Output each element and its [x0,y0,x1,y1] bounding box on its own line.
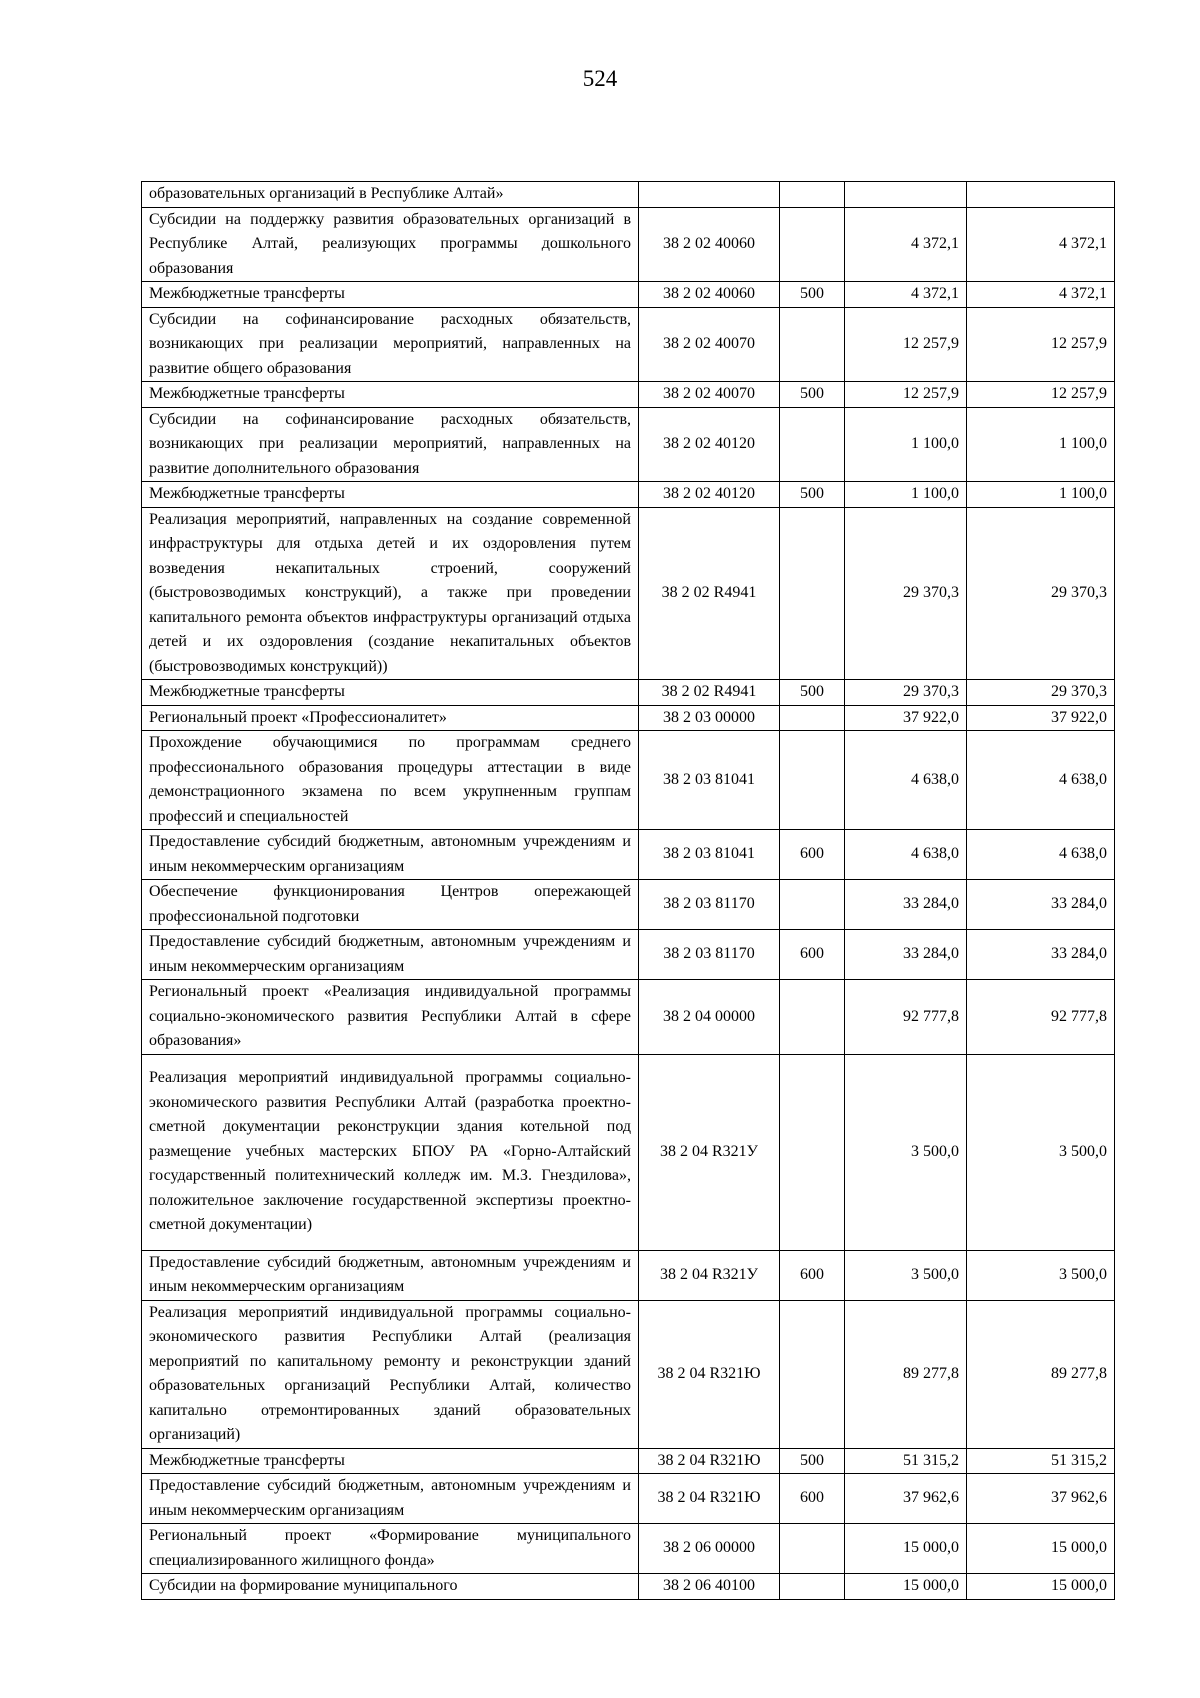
row-name: Реализация мероприятий, направленных на создание современной инфраструктуры для отдыха детей и их оздоровления путем возведения некапитальных строений, сооружений (быстровозводимых конструкций), а также при проведении капитального ремонта объектов инфраструктуры организаций отдыха детей и их оздоровления (создание некапитальных объектов (быстровозводимых конструкций)) [142,507,639,680]
row-expense-type [780,307,845,382]
row-amount-1: 92 777,8 [845,980,967,1055]
row-name: Региональный проект «Формирование муниципального специализированного жилищного фонда» [142,1524,639,1574]
budget-table [141,181,1115,1600]
row-name: Предоставление субсидий бюджетным, автономным учреждениям и иным некоммерческим организациям [142,830,639,880]
row-code: 38 2 02 R4941 [639,507,780,680]
row-expense-type [780,1574,845,1600]
row-code: 38 2 02 40120 [639,407,780,482]
row-code: 38 2 02 R4941 [639,680,780,706]
row-expense-type: 600 [780,830,845,880]
table-row [142,930,1115,980]
row-code: 38 2 03 81041 [639,731,780,830]
row-name: Субсидии на поддержку развития образовательных организаций в Республике Алтай, реализующих программы дошкольного образования [142,207,639,282]
row-amount-1 [845,182,967,208]
table-row [142,680,1115,706]
row-amount-2: 4 372,1 [967,282,1115,308]
row-code: 38 2 04 00000 [639,980,780,1055]
row-code: 38 2 03 81170 [639,880,780,930]
row-name: Межбюджетные трансферты [142,680,639,706]
row-name: Региональный проект «Профессионалитет» [142,705,639,731]
row-expense-type [780,731,845,830]
row-name: Прохождение обучающимися по программам среднего профессионального образования процедуры аттестации в виде демонстрационного экзамена по всем укрупненным группам профессий и специальностей [142,731,639,830]
row-name: образовательных организаций в Республике Алтай» [142,182,639,208]
row-amount-2: 4 638,0 [967,830,1115,880]
row-code: 38 2 04 R321Ю [639,1300,780,1448]
row-expense-type [780,880,845,930]
row-amount-2: 89 277,8 [967,1300,1115,1448]
table-row [142,1574,1115,1600]
row-code: 38 2 02 40120 [639,482,780,508]
row-name: Межбюджетные трансферты [142,482,639,508]
row-code: 38 2 04 R321У [639,1054,780,1250]
row-expense-type [780,980,845,1055]
row-name: Реализация мероприятий индивидуальной программы социально-экономического развития Республики Алтай (разработка проектно-сметной документации реконструкции здания котельной под размещение учебных мастерских БПОУ РА «Горно-Алтайский государственный политехнический колледж им. М.З. Гнездилова», положительное заключение государственной экспертизы проектно-сметной документации) [142,1054,639,1250]
row-amount-2: 29 370,3 [967,507,1115,680]
table-row [142,1524,1115,1574]
row-amount-2: 12 257,9 [967,382,1115,408]
row-amount-1: 33 284,0 [845,880,967,930]
row-code: 38 2 03 81041 [639,830,780,880]
row-amount-2: 15 000,0 [967,1574,1115,1600]
row-amount-1: 51 315,2 [845,1448,967,1474]
row-amount-1: 3 500,0 [845,1250,967,1300]
row-amount-1: 4 638,0 [845,830,967,880]
row-amount-2: 3 500,0 [967,1054,1115,1250]
row-name: Межбюджетные трансферты [142,1448,639,1474]
row-amount-2: 15 000,0 [967,1524,1115,1574]
row-expense-type: 500 [780,1448,845,1474]
row-name: Обеспечение функционирования Центров опережающей профессиональной подготовки [142,880,639,930]
row-amount-1: 12 257,9 [845,307,967,382]
row-amount-1: 15 000,0 [845,1574,967,1600]
row-expense-type [780,1524,845,1574]
row-amount-1: 29 370,3 [845,507,967,680]
row-amount-2: 37 922,0 [967,705,1115,731]
budget-table-body [142,182,1115,1600]
table-row [142,1250,1115,1300]
table-row [142,282,1115,308]
table-row [142,207,1115,282]
table-row [142,880,1115,930]
row-amount-1: 89 277,8 [845,1300,967,1448]
row-amount-2: 1 100,0 [967,482,1115,508]
table-row [142,307,1115,382]
row-amount-1: 12 257,9 [845,382,967,408]
row-expense-type: 600 [780,930,845,980]
table-row [142,830,1115,880]
row-expense-type [780,507,845,680]
row-amount-1: 33 284,0 [845,930,967,980]
row-name: Субсидии на софинансирование расходных обязательств, возникающих при реализации мероприятий, направленных на развитие общего образования [142,307,639,382]
table-row [142,731,1115,830]
row-name: Предоставление субсидий бюджетным, автономным учреждениям и иным некоммерческим организациям [142,930,639,980]
table-row [142,507,1115,680]
row-amount-2: 1 100,0 [967,407,1115,482]
row-code: 38 2 04 R321У [639,1250,780,1300]
row-code: 38 2 02 40060 [639,282,780,308]
table-row [142,482,1115,508]
row-expense-type [780,207,845,282]
row-amount-2: 29 370,3 [967,680,1115,706]
row-amount-2: 12 257,9 [967,307,1115,382]
row-amount-2: 33 284,0 [967,880,1115,930]
table-row [142,980,1115,1055]
row-name: Предоставление субсидий бюджетным, автономным учреждениям и иным некоммерческим организациям [142,1250,639,1300]
row-expense-type: 500 [780,282,845,308]
row-amount-2: 33 284,0 [967,930,1115,980]
row-amount-2: 51 315,2 [967,1448,1115,1474]
row-expense-type [780,182,845,208]
page-number: 524 [582,66,618,91]
row-amount-1: 37 962,6 [845,1474,967,1524]
row-amount-2: 3 500,0 [967,1250,1115,1300]
row-amount-2 [967,182,1115,208]
row-amount-1: 15 000,0 [845,1524,967,1574]
row-code: 38 2 06 40100 [639,1574,780,1600]
row-amount-1: 1 100,0 [845,407,967,482]
row-code: 38 2 02 40060 [639,207,780,282]
row-expense-type: 600 [780,1250,845,1300]
row-amount-1: 29 370,3 [845,680,967,706]
row-code: 38 2 02 40070 [639,382,780,408]
row-name: Межбюджетные трансферты [142,382,639,408]
row-code: 38 2 03 00000 [639,705,780,731]
row-amount-1: 4 372,1 [845,207,967,282]
row-expense-type [780,1300,845,1448]
table-row [142,1448,1115,1474]
row-amount-2: 37 962,6 [967,1474,1115,1524]
table-row [142,1474,1115,1524]
row-code: 38 2 02 40070 [639,307,780,382]
row-name: Межбюджетные трансферты [142,282,639,308]
row-expense-type [780,407,845,482]
row-code: 38 2 04 R321Ю [639,1448,780,1474]
row-expense-type [780,705,845,731]
table-row [142,407,1115,482]
row-amount-2: 4 372,1 [967,207,1115,282]
row-name: Субсидии на софинансирование расходных обязательств, возникающих при реализации мероприятий, направленных на развитие дополнительного образования [142,407,639,482]
row-amount-1: 37 922,0 [845,705,967,731]
row-expense-type: 500 [780,482,845,508]
table-row [142,182,1115,208]
row-amount-1: 3 500,0 [845,1054,967,1250]
row-amount-1: 4 372,1 [845,282,967,308]
row-code [639,182,780,208]
row-name: Реализация мероприятий индивидуальной программы социально-экономического развития Республики Алтай (реализация мероприятий по капитальному ремонту и реконструкции зданий образовательных организаций Республики Алтай, количество капитально отремонтированных зданий образовательных организаций) [142,1300,639,1448]
row-amount-1: 1 100,0 [845,482,967,508]
row-name: Субсидии на формирование муниципального [142,1574,639,1600]
row-code: 38 2 06 00000 [639,1524,780,1574]
row-expense-type: 600 [780,1474,845,1524]
row-code: 38 2 04 R321Ю [639,1474,780,1524]
row-expense-type: 500 [780,382,845,408]
table-row [142,382,1115,408]
row-amount-2: 92 777,8 [967,980,1115,1055]
table-row [142,1300,1115,1448]
row-expense-type [780,1054,845,1250]
row-code: 38 2 03 81170 [639,930,780,980]
row-amount-1: 4 638,0 [845,731,967,830]
row-name: Предоставление субсидий бюджетным, автономным учреждениям и иным некоммерческим организациям [142,1474,639,1524]
row-name: Региональный проект «Реализация индивидуальной программы социально-экономического развития Республики Алтай в сфере образования» [142,980,639,1055]
row-amount-2: 4 638,0 [967,731,1115,830]
table-row [142,1054,1115,1250]
row-expense-type: 500 [780,680,845,706]
table-row [142,705,1115,731]
